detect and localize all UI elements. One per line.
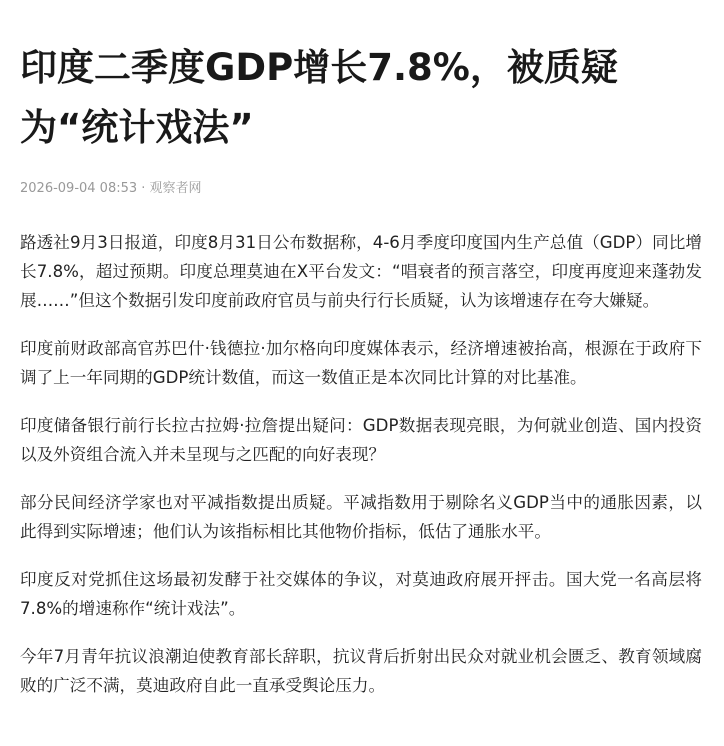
article-title: 印度二季度GDP增长7.8%，被质疑为“统计戏法” bbox=[20, 46, 618, 149]
paragraph: 部分民间经济学家也对平减指数提出质疑。平减指数用于剔除名义GDP当中的通胀因素，以此得到实际增速；他们认为该指标相比其他物价指标，低估了通胀水平。 bbox=[20, 493, 702, 541]
paragraph: 印度反对党抓住这场最初发酵于社交媒体的争议，对莫迪政府展开抨击。国大党一名高层将7.8%的增速称作“统计戏法”。 bbox=[20, 570, 702, 618]
article-meta: 2026-09-04 08:53 · 观察者网 bbox=[20, 181, 202, 196]
paragraph: 路透社9月3日报道，印度8月31日公布数据称，4-6月季度印度国内生产总值（GDP）同比增长7.8%，超过预期。印度总理莫迪在X平台发文：“唱衰者的预言落空，印度再度迎来蓬勃发展……”但这个数据引发印度前政府官员与前央行行长质疑，认为该增速存在夸大嫌疑。 bbox=[20, 233, 702, 310]
paragraph: 印度前财政部高官苏巴什·钱德拉·加尔格向印度媒体表示，经济增速被抬高，根源在于政府下调了上一年同期的GDP统计数值，而这一数值正是本次同比计算的对比基准。 bbox=[20, 339, 702, 387]
article-body bbox=[20, 228, 702, 700]
paragraph: 印度储备银行前行长拉古拉姆·拉詹提出疑问：GDP数据表现亮眼，为何就业创造、国内投资以及外资组合流入并未呈现与之匹配的向好表现？ bbox=[20, 416, 702, 464]
paragraph: 今年7月青年抗议浪潮迫使教育部长辞职，抗议背后折射出民众对就业机会匮乏、教育领域腐败的广泛不满，莫迪政府自此一直承受舆论压力。 bbox=[20, 647, 702, 695]
